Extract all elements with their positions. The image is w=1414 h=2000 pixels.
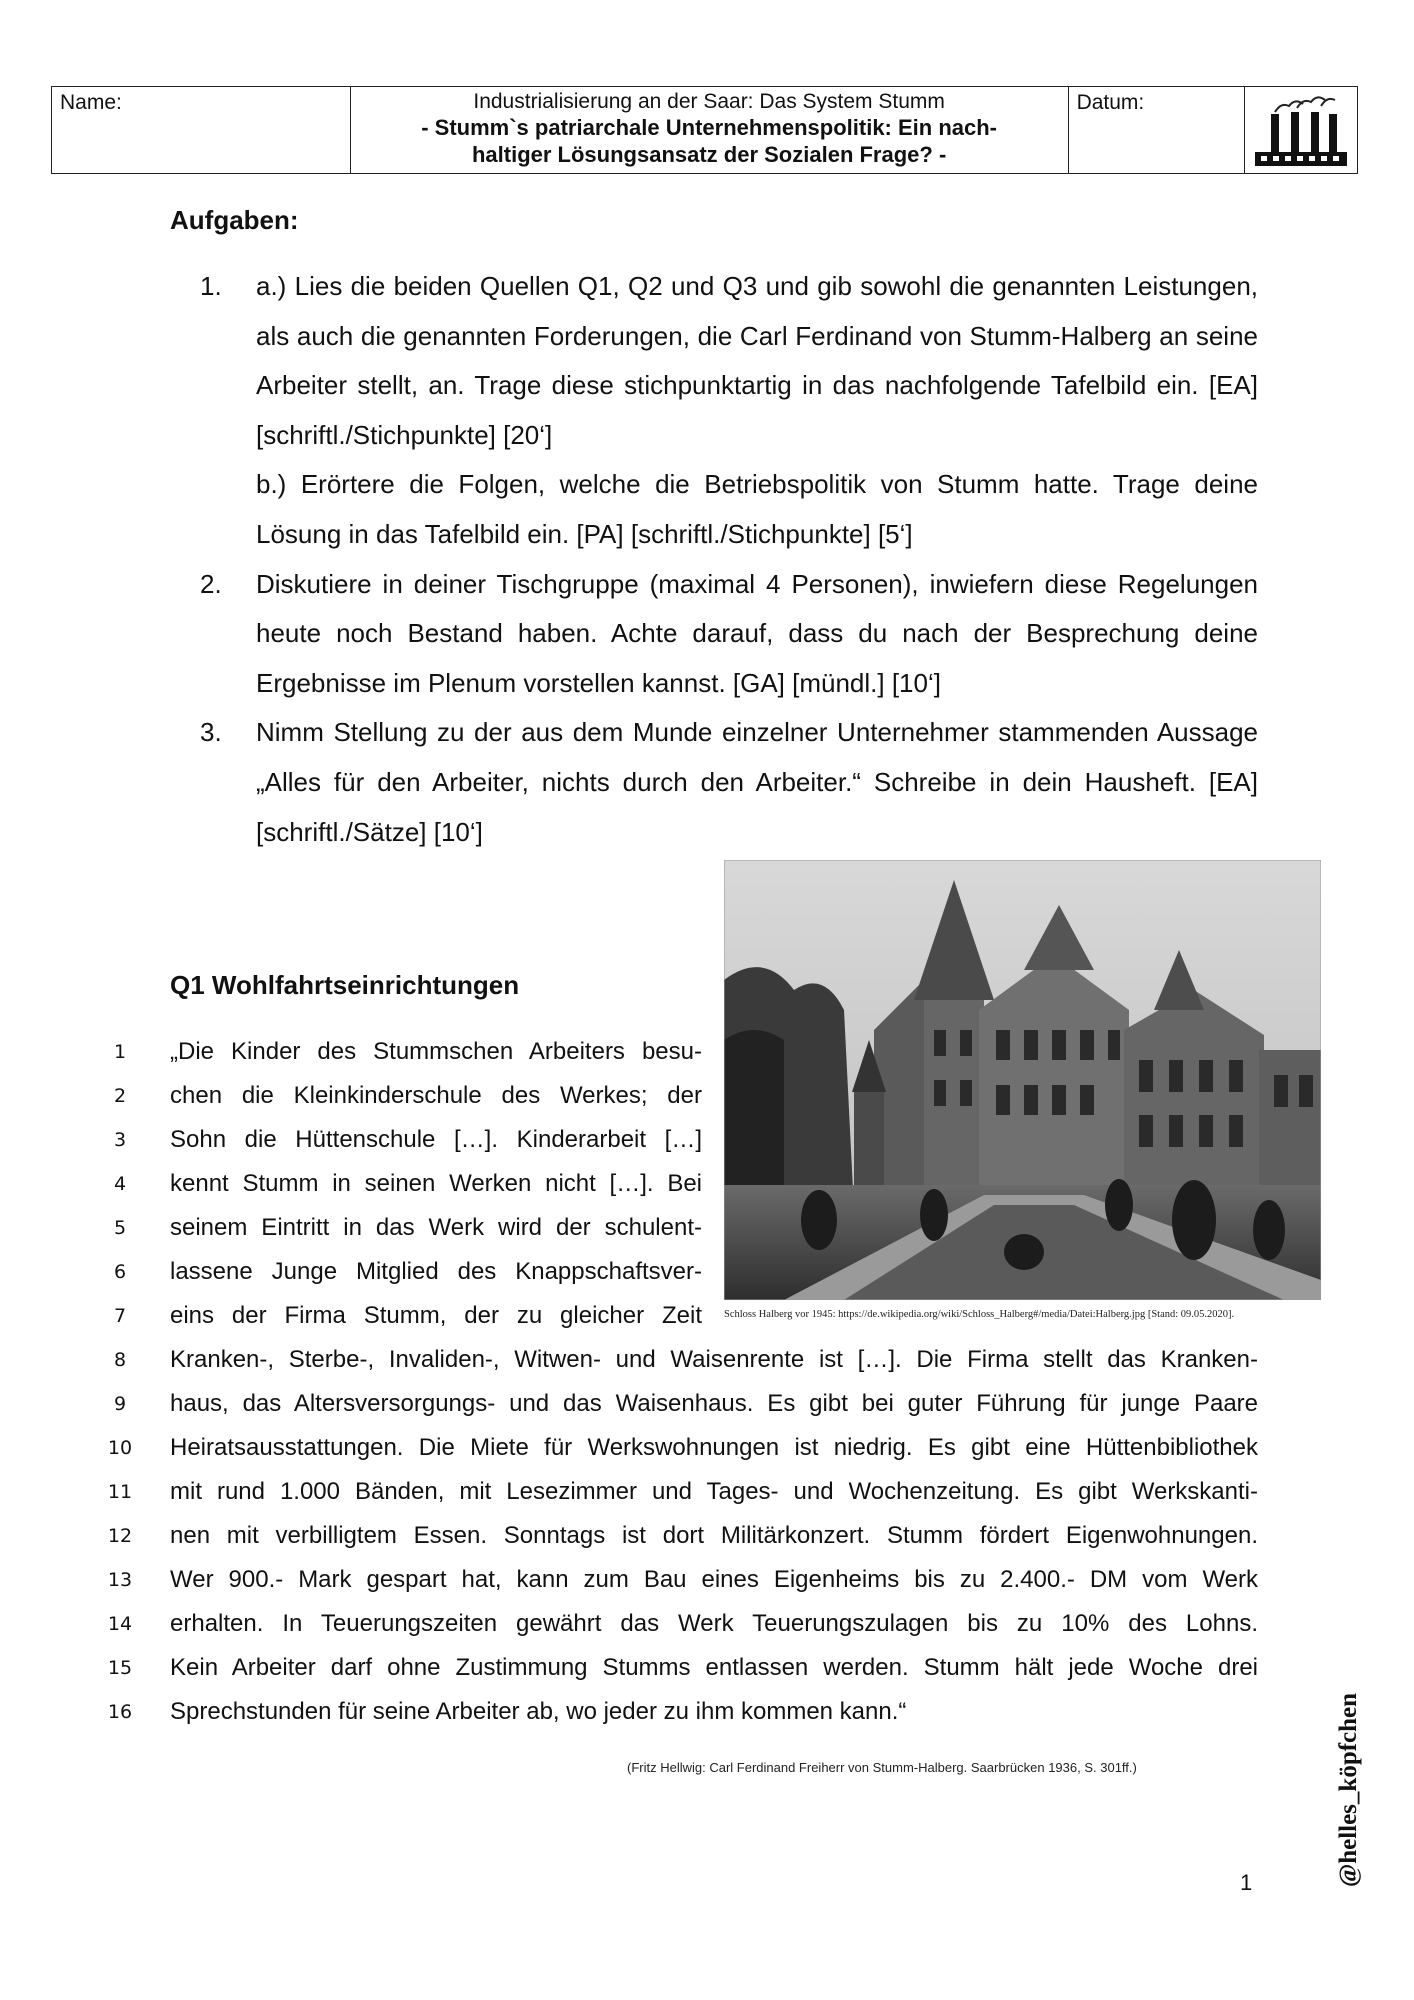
- source-line: chen die Kleinkinderschule des Werkes; der: [170, 1082, 702, 1109]
- source-line: mit rund 1.000 Bänden, mit Lesezimmer und Tages- und Wochenzeitung. Es gibt Werkskanti-: [170, 1478, 1258, 1505]
- task-number: 3.: [200, 717, 222, 748]
- author-watermark: @helles_köpfchen: [1335, 1692, 1362, 1888]
- task-item: [200, 262, 1258, 560]
- line-number: 9: [113, 1393, 127, 1415]
- line-number: 7: [113, 1305, 127, 1327]
- source-line: Sprechstunden für seine Arbeiter ab, wo jeder zu ihm kommen kann.“: [170, 1698, 907, 1725]
- header-table: [51, 86, 1358, 174]
- source-line: eins der Firma Stumm, der zu gleicher Zeit: [170, 1302, 702, 1329]
- line-number: 6: [113, 1261, 127, 1283]
- date-field[interactable]: [1069, 87, 1245, 173]
- task-number: 1.: [200, 271, 222, 301]
- line-number: 14: [107, 1613, 133, 1635]
- task-text: Diskutiere in deiner Tischgruppe (maximal 4 Personen), inwiefern diese Regelungen heute noch Bestand haben. Achte darauf, dass du nach der Besprechung deine Ergebnisse im Plenum vorstellen kannst. [GA] [mündl.] [10‘]: [256, 568, 1258, 698]
- factory-icon: [1245, 87, 1357, 173]
- worksheet-title-line-2: haltiger Lösungsansatz der Sozialen Frage? -: [471, 142, 947, 167]
- worksheet-title: [351, 87, 1069, 173]
- line-number: 2: [113, 1085, 127, 1107]
- source-line: Heiratsausstattungen. Die Miete für Werkswohnungen ist niedrig. Es gibt eine Hüttenbibliothek: [170, 1434, 1258, 1461]
- worksheet-title-line-1: - Stumm`s patriarchale Unternehmenspolitik: Ein nach-: [421, 115, 998, 140]
- line-number: 5: [113, 1217, 127, 1239]
- line-number: 15: [107, 1657, 133, 1679]
- line-number: 12: [107, 1525, 133, 1547]
- tasks-heading: Aufgaben:: [170, 205, 299, 235]
- line-number: 3: [113, 1129, 127, 1151]
- line-number: 16: [107, 1701, 133, 1723]
- task-item: [200, 708, 1258, 857]
- source-line: haus, das Altersversorgungs- und das Waisenhaus. Es gibt bei guter Führung für junge Paare: [170, 1390, 1258, 1417]
- source-line: lassene Junge Mitglied des Knappschaftsver-: [170, 1258, 702, 1285]
- line-number: 1: [113, 1041, 127, 1063]
- photo-caption: Schloss Halberg vor 1945: https://de.wikipedia.org/wiki/Schloss_Halberg#/media/Datei:Halberg.jpg [Stand: 09.05.2020].: [724, 1309, 1235, 1320]
- source-line: Sohn die Hüttenschule […]. Kinderarbeit […]: [170, 1126, 702, 1153]
- source-line: kennt Stumm in seinen Werken nicht […]. Bei: [170, 1170, 702, 1197]
- source-line: Wer 900.- Mark gespart hat, kann zum Bau eines Eigenheims bis zu 2.400.- DM vom Werk: [170, 1566, 1258, 1593]
- page-number: 1: [1240, 1870, 1253, 1895]
- line-number: 8: [113, 1349, 127, 1371]
- task-text: b.) Erörtere die Folgen, welche die Betriebspolitik von Stumm hatte. Trage deine Lösung in das Tafelbild ein. [PA] [schriftl./Stichpunkte] [5‘]: [256, 469, 1258, 549]
- source-line: nen mit verbilligtem Essen. Sonntags ist dort Militärkonzert. Stumm fördert Eigenwohnungen.: [170, 1522, 1258, 1549]
- line-number: 4: [113, 1173, 127, 1195]
- line-number: 10: [107, 1437, 133, 1459]
- task-text: a.) Lies die beiden Quellen Q1, Q2 und Q3 und gib sowohl die genannten Leistungen, als auch die genannten Forderungen, die Carl Ferdinand von Stumm-Halberg an seine Arbeiter stellt, an. Trage diese stichpunktartig in das nachfolgende Tafelbild ein. [EA] [schriftl./Stichpunkte] [20‘]: [256, 271, 1258, 450]
- name-label: Name:: [60, 91, 122, 114]
- date-label: Datum:: [1076, 91, 1145, 114]
- castle-photo: [724, 860, 1321, 1300]
- source-line: „Die Kinder des Stummschen Arbeiters besu-: [170, 1038, 702, 1065]
- source-heading: Q1 Wohlfahrtseinrichtungen: [170, 970, 520, 1000]
- worksheet-subtitle: Industrialisierung an der Saar: Das System Stumm: [473, 90, 945, 113]
- source-line: Kranken-, Sterbe-, Invaliden-, Witwen- und Waisenrente ist […]. Die Firma stellt das Kranken-: [170, 1346, 1258, 1373]
- task-list: [200, 262, 1258, 857]
- task-item: [200, 560, 1258, 709]
- task-number: 2.: [200, 568, 222, 599]
- source-citation: (Fritz Hellwig: Carl Ferdinand Freiherr von Stumm-Halberg. Saarbrücken 1936, S. 301ff.): [627, 1760, 1137, 1775]
- line-number: 13: [107, 1569, 133, 1591]
- line-number: 11: [107, 1481, 133, 1503]
- task-text: Nimm Stellung zu der aus dem Munde einzelner Unternehmer stammenden Aussage „Alles für den Arbeiter, nichts durch den Arbeiter.“ Schreibe in dein Hausheft. [EA] [schriftl./Sätze] [10‘]: [256, 717, 1258, 847]
- source-line: Kein Arbeiter darf ohne Zustimmung Stumms entlassen werden. Stumm hält jede Woche drei: [170, 1654, 1258, 1681]
- name-field[interactable]: [52, 87, 351, 173]
- source-line: seinem Eintritt in das Werk wird der schulent-: [170, 1214, 702, 1241]
- source-line: erhalten. In Teuerungszeiten gewährt das Werk Teuerungszulagen bis zu 10% des Lohns.: [170, 1610, 1258, 1637]
